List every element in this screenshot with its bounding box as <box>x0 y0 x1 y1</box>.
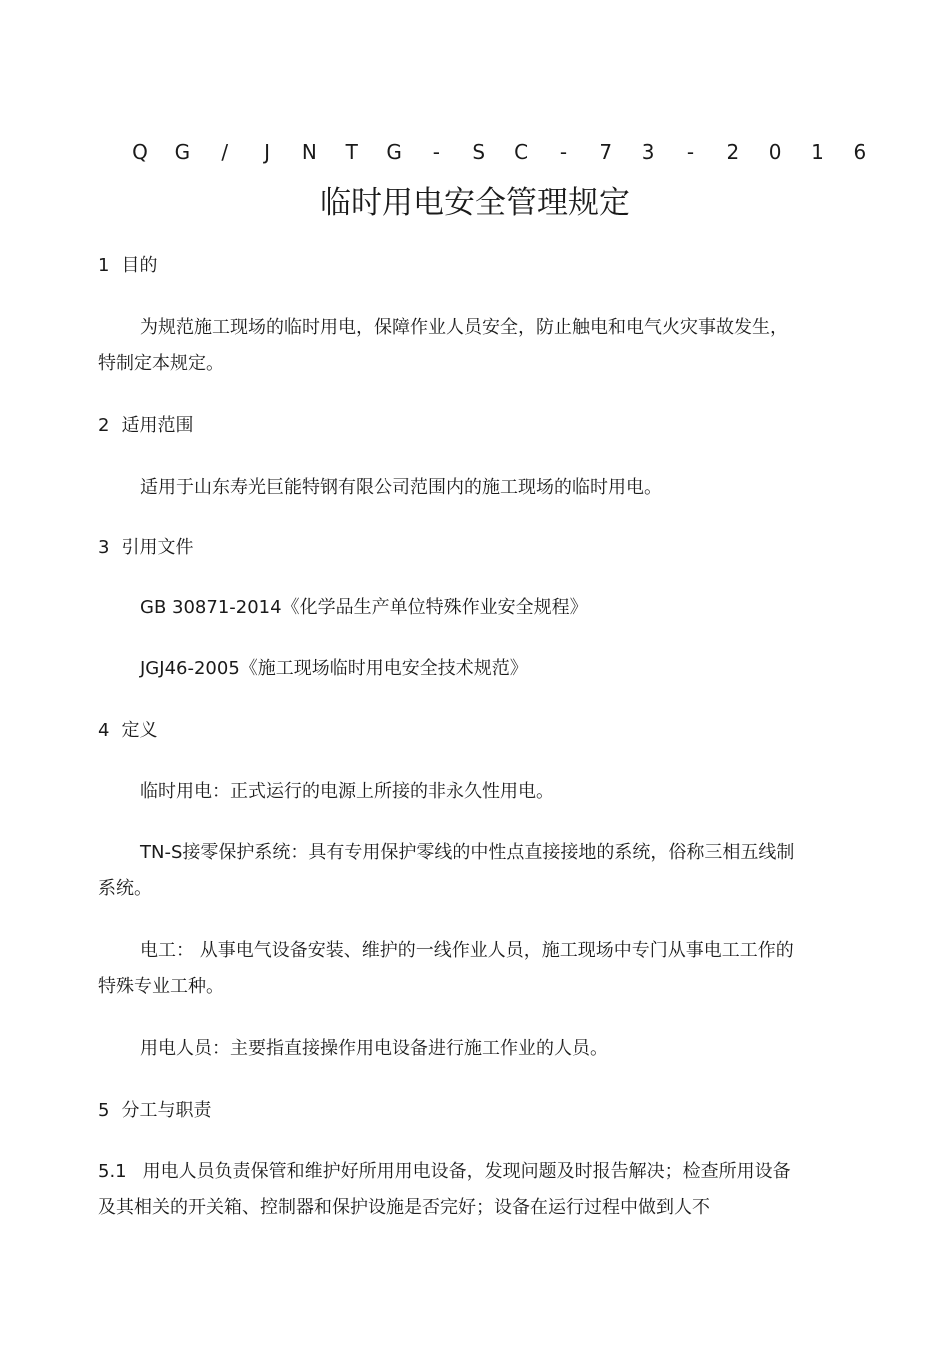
section-1-paragraph: 为规范施工现场的临时用电，保障作业人员安全，防止触电和电气火灾事故发生，特制定本规定。 <box>98 317 788 374</box>
section-number: 2 <box>98 415 110 436</box>
document-code-char: 1 <box>811 140 824 164</box>
definition-item: 用电人员：主要指直接操作用电设备进行施工作业的人员。 <box>140 1038 608 1059</box>
section-title: 目的 <box>121 255 158 276</box>
section-5-heading <box>98 1093 798 1129</box>
document-code-char: 6 <box>853 140 867 164</box>
section-2-heading <box>98 408 798 444</box>
document-code-char: S <box>472 140 486 164</box>
section-title: 定义 <box>121 720 158 741</box>
document-code-char: 3 <box>641 140 655 164</box>
clause-5-1 <box>98 1154 798 1226</box>
document-title: 临时用电安全管理规定 <box>320 185 630 221</box>
section-number: 3 <box>98 537 110 558</box>
clause-number: 5.1 <box>98 1161 127 1182</box>
section-title: 分工与职责 <box>121 1100 212 1121</box>
section-number: 5 <box>98 1100 110 1121</box>
document-code-char: - <box>432 140 441 164</box>
definition-item: TN-S接零保护系统：具有专用保护零线的中性点直接接地的系统，俗称三相五线制系统。 <box>98 842 795 899</box>
document-code-char: - <box>559 140 568 164</box>
section-2-paragraph: 适用于山东寿光巨能特钢有限公司范围内的施工现场的临时用电。 <box>140 477 662 498</box>
definition-item: 电工： 从事电气设备安装、维护的一线作业人员，施工现场中专门从事电工工作的特殊专业工种。 <box>98 940 794 997</box>
document-code-char: Q <box>132 140 148 164</box>
section-1-heading <box>98 248 798 284</box>
section-4-heading <box>98 713 798 749</box>
document-code-char: 7 <box>599 140 613 164</box>
document-code-char: N <box>301 140 317 164</box>
document-code-char: - <box>686 140 695 164</box>
document-code <box>130 140 870 164</box>
document-code-char: G <box>174 140 191 164</box>
definition-item: 临时用电：正式运行的电源上所接的非永久性用电。 <box>140 781 554 802</box>
section-number: 4 <box>98 720 110 741</box>
document-code-char: 0 <box>768 140 782 164</box>
document-code-char: / <box>221 140 229 164</box>
document-code-char: J <box>264 140 270 164</box>
section-title: 适用范围 <box>121 415 194 436</box>
section-number: 1 <box>98 255 110 276</box>
document-code-char: 2 <box>726 140 740 164</box>
document-code-char: G <box>386 140 402 164</box>
section-3-heading <box>98 530 798 566</box>
document-code-char: C <box>514 140 529 164</box>
reference-item: GB 30871-2014《化学品生产单位特殊作业安全规程》 <box>140 597 588 618</box>
reference-item: JGJ46-2005《施工现场临时用电安全技术规范》 <box>140 658 528 679</box>
clause-text: 用电人员负责保管和维护好所用用电设备，发现问题及时报告解决；检查所用设备及其相关的开关箱、控制器和保护设施是否完好；设备在运行过程中做到人不 <box>98 1161 791 1218</box>
document-code-char: T <box>345 140 358 164</box>
section-title: 引用文件 <box>121 537 194 558</box>
